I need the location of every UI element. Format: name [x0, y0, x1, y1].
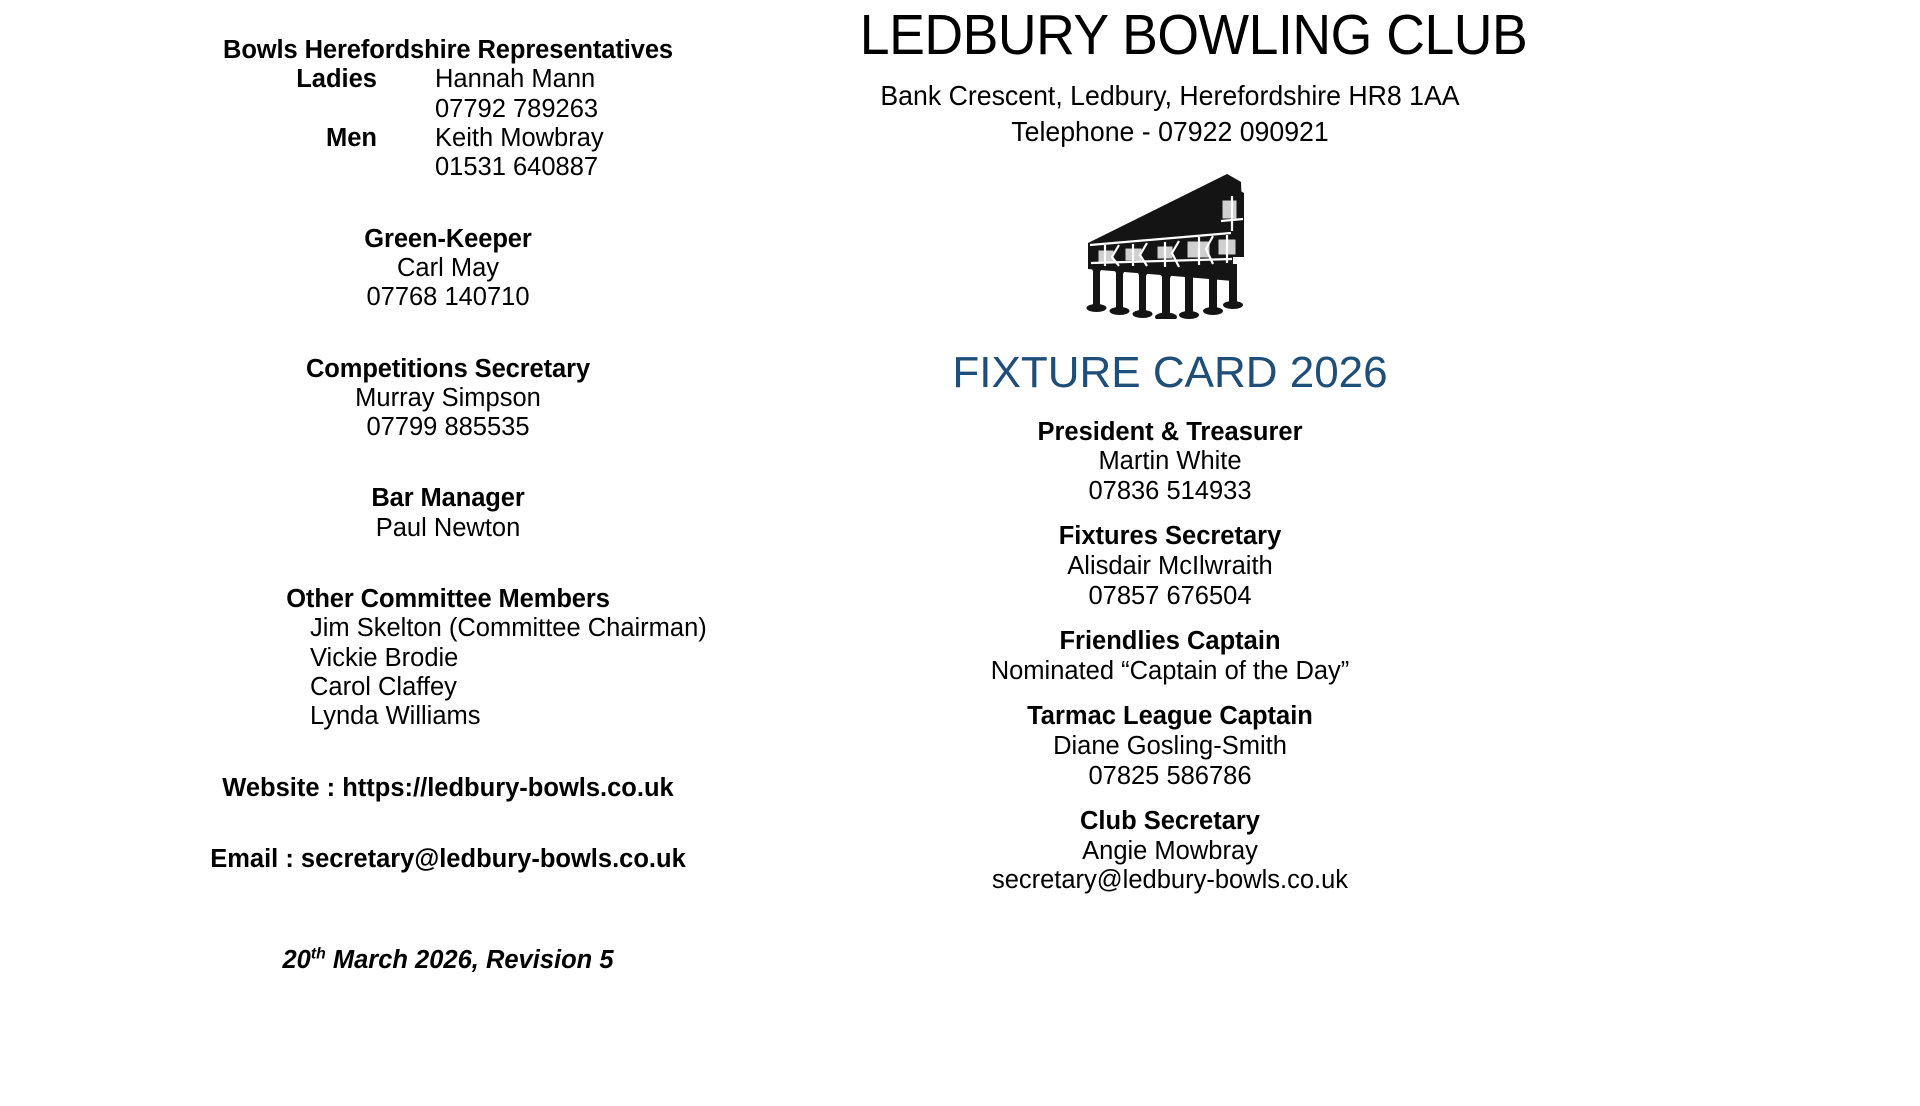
other-committee-members-heading: Other Committee Members: [286, 585, 610, 614]
revision-ordinal: th: [310, 945, 326, 963]
competitions-secretary-phone: 07799 885535: [366, 413, 530, 442]
list-item: Carol Claffey: [310, 673, 457, 701]
officer-block-friendlies-captain: [840, 627, 1500, 686]
officer-role: Club Secretary: [1080, 807, 1260, 836]
other-committee-members-list: [118, 614, 778, 731]
representative-phone-men: 01531 640887: [435, 153, 599, 182]
officer-name: Angie Mowbray: [1082, 836, 1258, 865]
officer-role: President & Treasurer: [1037, 417, 1303, 446]
right-panel: [840, 0, 1528, 1106]
representative-name-ladies: Hannah Mann: [435, 65, 596, 94]
officer-name: Martin White: [1098, 447, 1242, 476]
revision-line: [118, 946, 778, 975]
market-house-building-icon: [1081, 171, 1259, 319]
officer-block-president: [840, 418, 1500, 507]
bar-manager-heading: Bar Manager: [371, 484, 525, 513]
representative-name-men: Keith Mowbray: [435, 123, 604, 152]
representative-role-ladies: Ladies: [296, 65, 377, 94]
representative-phone-row-men: [118, 153, 778, 182]
bar-manager-name: Paul Newton: [375, 513, 521, 542]
competitions-secretary-name: Murray Simpson: [355, 383, 541, 412]
representative-phone-row-ladies: [118, 95, 778, 124]
club-logo: [840, 171, 1500, 319]
officer-email[interactable]: secretary@ledbury-bowls.co.uk: [991, 866, 1349, 895]
fixture-card-title: FIXTURE CARD 2026: [952, 348, 1388, 398]
representative-phone-ladies: 07792 789263: [435, 94, 599, 123]
club-telephone: Telephone - 07922 090921: [1011, 115, 1329, 147]
officer-block-club-secretary: [840, 807, 1500, 896]
list-item: Vickie Brodie: [310, 643, 459, 672]
officer-name: Alisdair McIlwraith: [1067, 552, 1273, 581]
green-keeper-name: Carl May: [396, 253, 499, 282]
bowls-herefordshire-representatives-heading: Bowls Herefordshire Representatives: [223, 36, 673, 64]
green-keeper-phone: 07768 140710: [366, 283, 530, 312]
officer-phone: 07825 586786: [1088, 761, 1252, 790]
representative-role-men: Men: [326, 123, 377, 152]
green-keeper-heading: Green-Keeper: [364, 224, 532, 253]
officer-role: Friendlies Captain: [1059, 627, 1281, 656]
list-item: Lynda Williams: [310, 702, 481, 731]
website-line[interactable]: Website : https://ledbury-bowls.co.uk: [222, 773, 674, 802]
officer-phone: 07836 514933: [1088, 476, 1252, 505]
club-address: Bank Crescent, Ledbury, Herefordshire HR8 1AA: [880, 79, 1460, 111]
officer-name: Nominated “Captain of the Day”: [990, 656, 1350, 685]
officer-phone: 07857 676504: [1088, 581, 1252, 610]
officer-role: Tarmac League Captain: [1027, 702, 1313, 731]
officer-block-tarmac-league-captain: [840, 702, 1500, 791]
list-item: Jim Skelton (Committee Chairman): [310, 614, 707, 643]
revision-day: 20: [282, 946, 311, 975]
revision-rest: March 2026, Revision 5: [325, 946, 614, 975]
officer-name: Diane Gosling-Smith: [1053, 731, 1287, 760]
email-line[interactable]: Email : secretary@ledbury-bowls.co.uk: [210, 844, 686, 873]
left-panel: [118, 0, 778, 1106]
competitions-secretary-heading: Competitions Secretary: [305, 354, 591, 383]
officer-role: Fixtures Secretary: [1058, 522, 1282, 551]
officer-block-fixtures-secretary: [840, 522, 1500, 611]
page-title: LEDBURY BOWLING CLUB: [859, 3, 1528, 67]
representative-row-ladies: [118, 65, 778, 94]
representative-row-men: [118, 124, 778, 153]
